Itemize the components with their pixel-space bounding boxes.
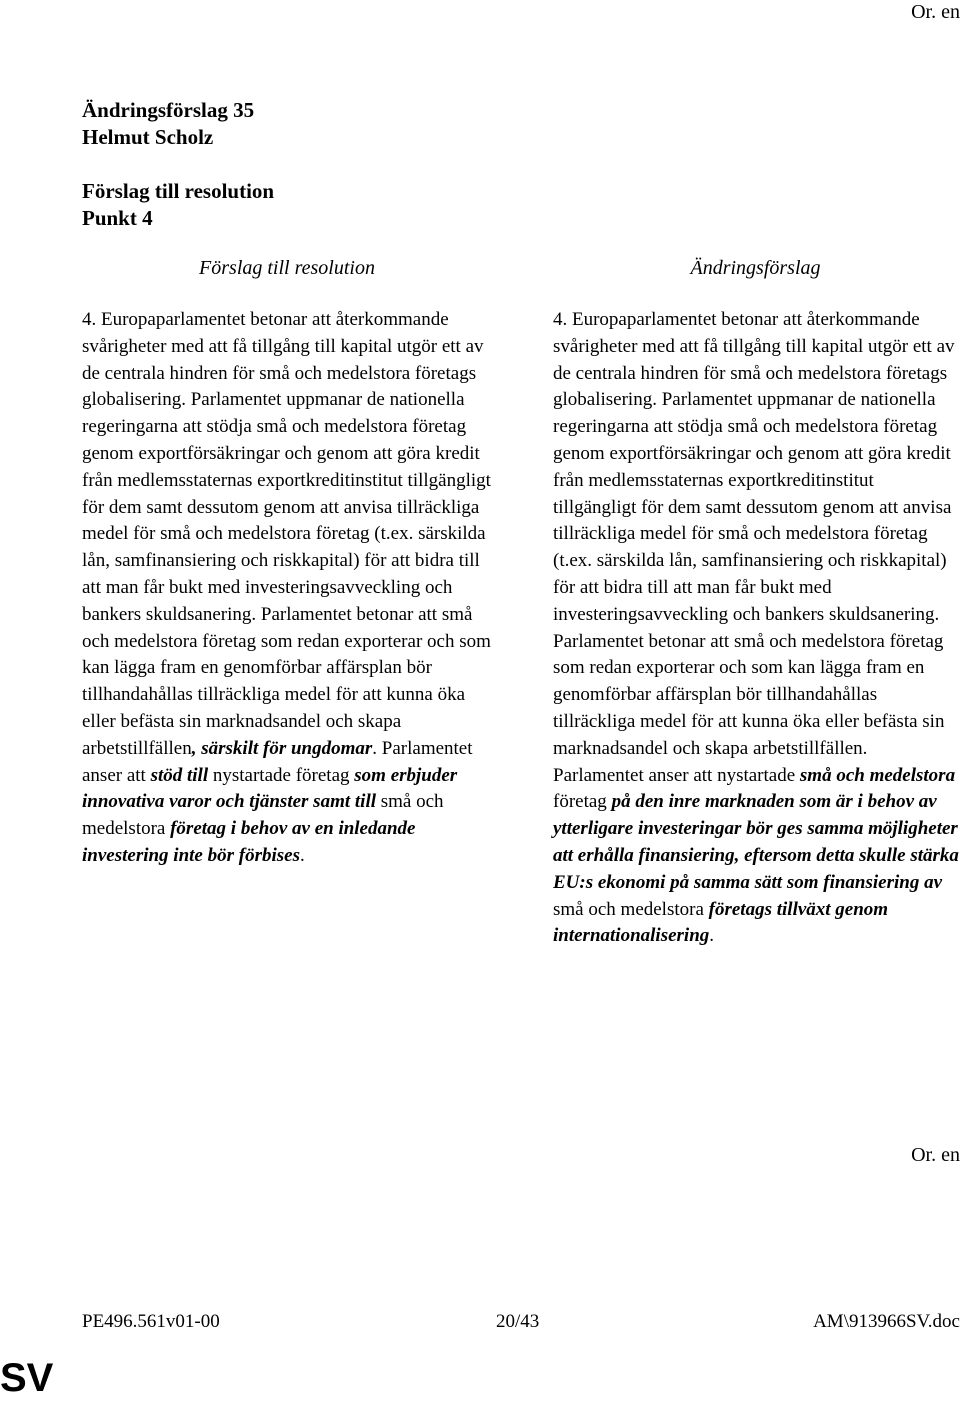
text-segment: . Parlamentet anser att <box>82 737 473 786</box>
text-segment: . <box>299 844 305 866</box>
language-code: SV <box>0 1356 54 1400</box>
page-number: 20/43 <box>496 1311 540 1332</box>
text-segment: . <box>709 925 715 947</box>
emphasized-text-segment: små och medelstora <box>799 764 956 786</box>
original-language-top: Or. en <box>911 1 960 23</box>
point-number: Punkt 4 <box>82 206 153 230</box>
document-reference: PE496.561v01-00 <box>82 1311 220 1332</box>
document-type: Förslag till resolution <box>82 179 275 203</box>
text-segment: 4. Europaparlamentet betonar att återkommande svårigheter med att få tillgång till kapital utgör ett av de centrala hindren för små och medelstora företags globalisering. Parlamentet uppmanar de nationella regeringarna att stödja små och medelstora företag genom exportförsäkringar och genom att göra kredit från medlemsstaternas exportkreditinstitut tillgängligt för dem samt dessutom genom att anvisa tillräckliga medel för små och medelstora företag (t.ex. särskilda lån, samfinansiering och riskkapital) för att bidra till att man får bukt med investeringsavveckling och bankers skuldsanering. Parlamentet betonar att små och medelstora företag som redan exporterar och som kan lägga fram en genomförbar affärsplan bör tillhandahållas tillräckliga medel för att kunna öka eller befästa sin marknadsandel och skapa arbetstillfällen. Parlamentet anser att nystartade <box>553 309 955 786</box>
original-text <box>82 307 500 870</box>
emphasized-text-segment: företags tillväxt genom internationalisering <box>553 898 889 947</box>
original-language-bottom: Or. en <box>911 1144 960 1166</box>
file-name: AM\913966SV.doc <box>813 1311 960 1332</box>
emphasized-text-segment: som erbjuder innovativa varor och tjänster samt till <box>82 764 458 813</box>
left-column-title: Förslag till resolution <box>199 257 375 279</box>
text-segment: företag <box>553 791 612 813</box>
text-segment: små och medelstora <box>82 791 444 840</box>
amendment-number: Ändringsförslag 35 <box>82 98 255 122</box>
right-column-title: Ändringsförslag <box>690 257 821 279</box>
amended-text <box>553 307 960 950</box>
amendment-author: Helmut Scholz <box>82 125 214 149</box>
emphasized-text-segment: , särskilt för ungdomar <box>191 737 373 759</box>
text-segment: 4. Europaparlamentet betonar att återkommande svårigheter med att få tillgång till kapital utgör ett av de centrala hindren för små och medelstora företags globalisering. Parlamentet uppmanar de nationella regeringarna att stödja små och medelstora företag genom exportförsäkringar och genom att göra kredit från medlemsstaternas exportkreditinstitut tillgängligt för dem samt dessutom genom att anvisa tillräckliga medel för små och medelstora företag (t.ex. särskilda lån, samfinansiering och riskkapital) för att bidra till att man får bukt med investeringsavveckling och bankers skuldsanering. Parlamentet betonar att små och medelstora företag som redan exporterar och som kan lägga fram en genomförbar affärsplan bör tillhandahållas tillräckliga medel för att kunna öka eller befästa sin marknadsandel och skapa arbetstillfällen <box>82 309 491 759</box>
emphasized-text-segment: på den inre marknaden som är i behov av ytterligare investeringar bör ges samma möjligheter att erhålla finansiering, eftersom detta skulle stärka EU:s ekonomi på samma sätt som finansiering av <box>553 791 959 893</box>
emphasized-text-segment: företag i behov av en inledande investering inte bör förbises <box>82 818 416 866</box>
text-segment: nystartade företag <box>208 764 355 786</box>
emphasized-text-segment: stöd till <box>150 764 209 786</box>
text-segment: små och medelstora <box>553 898 709 920</box>
